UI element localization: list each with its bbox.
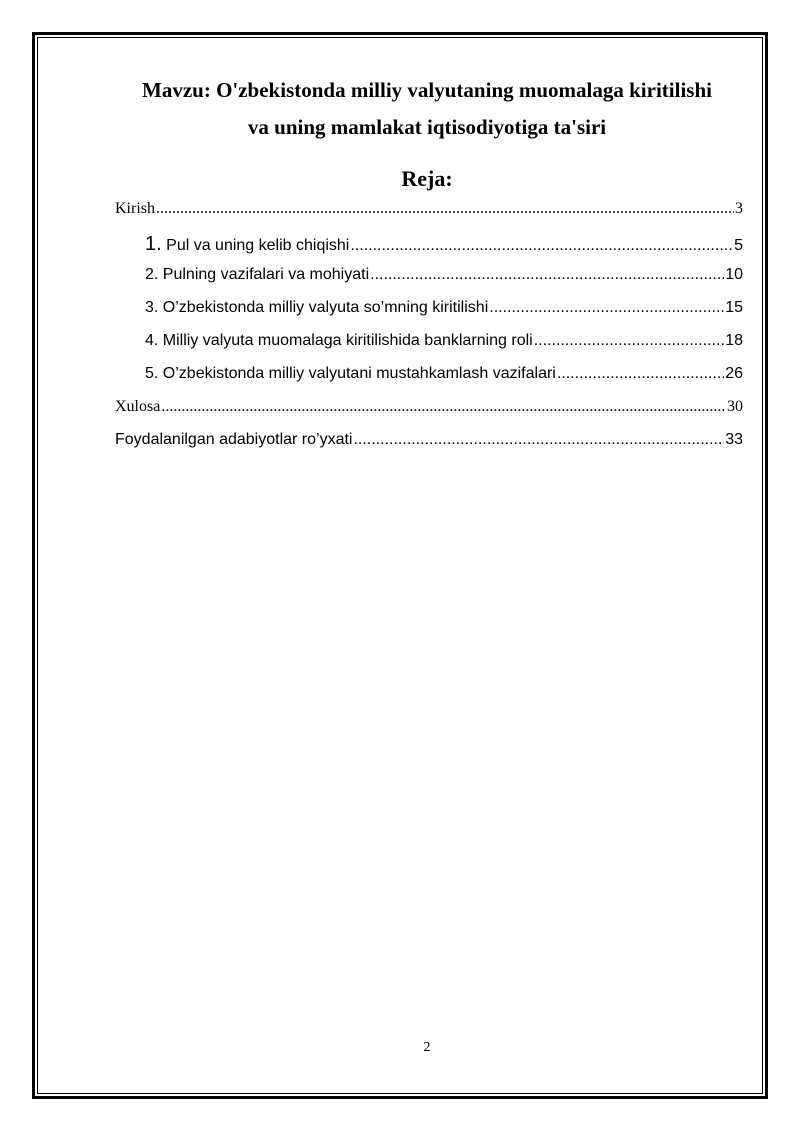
toc-item-number: 5. bbox=[145, 365, 159, 382]
toc-item-page: 30 bbox=[727, 398, 743, 415]
toc-item-label: Pulning vazifalari va mohiyati bbox=[162, 266, 370, 283]
toc-item-1 bbox=[115, 233, 743, 266]
table-of-contents bbox=[115, 200, 743, 464]
plan-heading: Reja: bbox=[401, 166, 453, 191]
toc-item-number: 1. bbox=[145, 233, 162, 255]
toc-leader-dots bbox=[353, 431, 724, 449]
toc-leader-dots bbox=[534, 332, 724, 350]
toc-leader-dots bbox=[557, 365, 724, 383]
toc-leader-dots bbox=[350, 237, 733, 255]
document-title-line-2: va uning mamlakat iqtisodiyotiga ta'siri bbox=[247, 115, 607, 139]
toc-item-number: 4. bbox=[145, 332, 159, 349]
document-title-line-1: Mavzu: O'zbekistonda milliy valyutaning muomalaga kiritilishi bbox=[142, 78, 712, 102]
toc-leader-dots bbox=[489, 299, 724, 317]
toc-item-label: Xulosa bbox=[115, 398, 161, 415]
toc-item-5 bbox=[115, 365, 743, 398]
toc-item-2 bbox=[115, 266, 743, 299]
toc-leader-dots bbox=[161, 398, 726, 416]
toc-item-number: 2. bbox=[145, 266, 159, 283]
toc-item-number: 3. bbox=[145, 299, 159, 316]
toc-item-page: 18 bbox=[725, 332, 743, 349]
toc-item-xulosa bbox=[115, 398, 743, 431]
toc-item-page: 15 bbox=[725, 299, 743, 316]
toc-item-kirish bbox=[115, 200, 743, 233]
toc-item-label: Milliy valyuta muomalaga kiritilishida banklarning roli bbox=[162, 332, 533, 349]
toc-leader-dots bbox=[156, 200, 734, 218]
toc-item-page: 3 bbox=[735, 200, 743, 217]
toc-item-page: 26 bbox=[725, 365, 743, 382]
toc-item-label: O’zbekistonda milliy valyutani mustahkamlash vazifalari bbox=[162, 365, 556, 382]
toc-item-label: Foydalanilgan adabiyotlar ro’yxati bbox=[115, 431, 353, 448]
page-border-inner bbox=[37, 37, 763, 1094]
toc-leader-dots bbox=[370, 266, 724, 284]
page-number: 2 bbox=[423, 1040, 431, 1055]
toc-item-label: O’zbekistonda milliy valyuta so’mning kiritilishi bbox=[162, 299, 489, 316]
toc-item-page: 5 bbox=[734, 237, 743, 254]
toc-item-4 bbox=[115, 332, 743, 365]
toc-item-3 bbox=[115, 299, 743, 332]
toc-item-adabiyotlar bbox=[115, 431, 743, 464]
toc-item-page: 33 bbox=[725, 431, 743, 448]
toc-item-label: Kirish bbox=[115, 200, 155, 217]
toc-item-page: 10 bbox=[725, 266, 743, 283]
toc-item-label: Pul va uning kelib chiqishi bbox=[166, 237, 350, 254]
